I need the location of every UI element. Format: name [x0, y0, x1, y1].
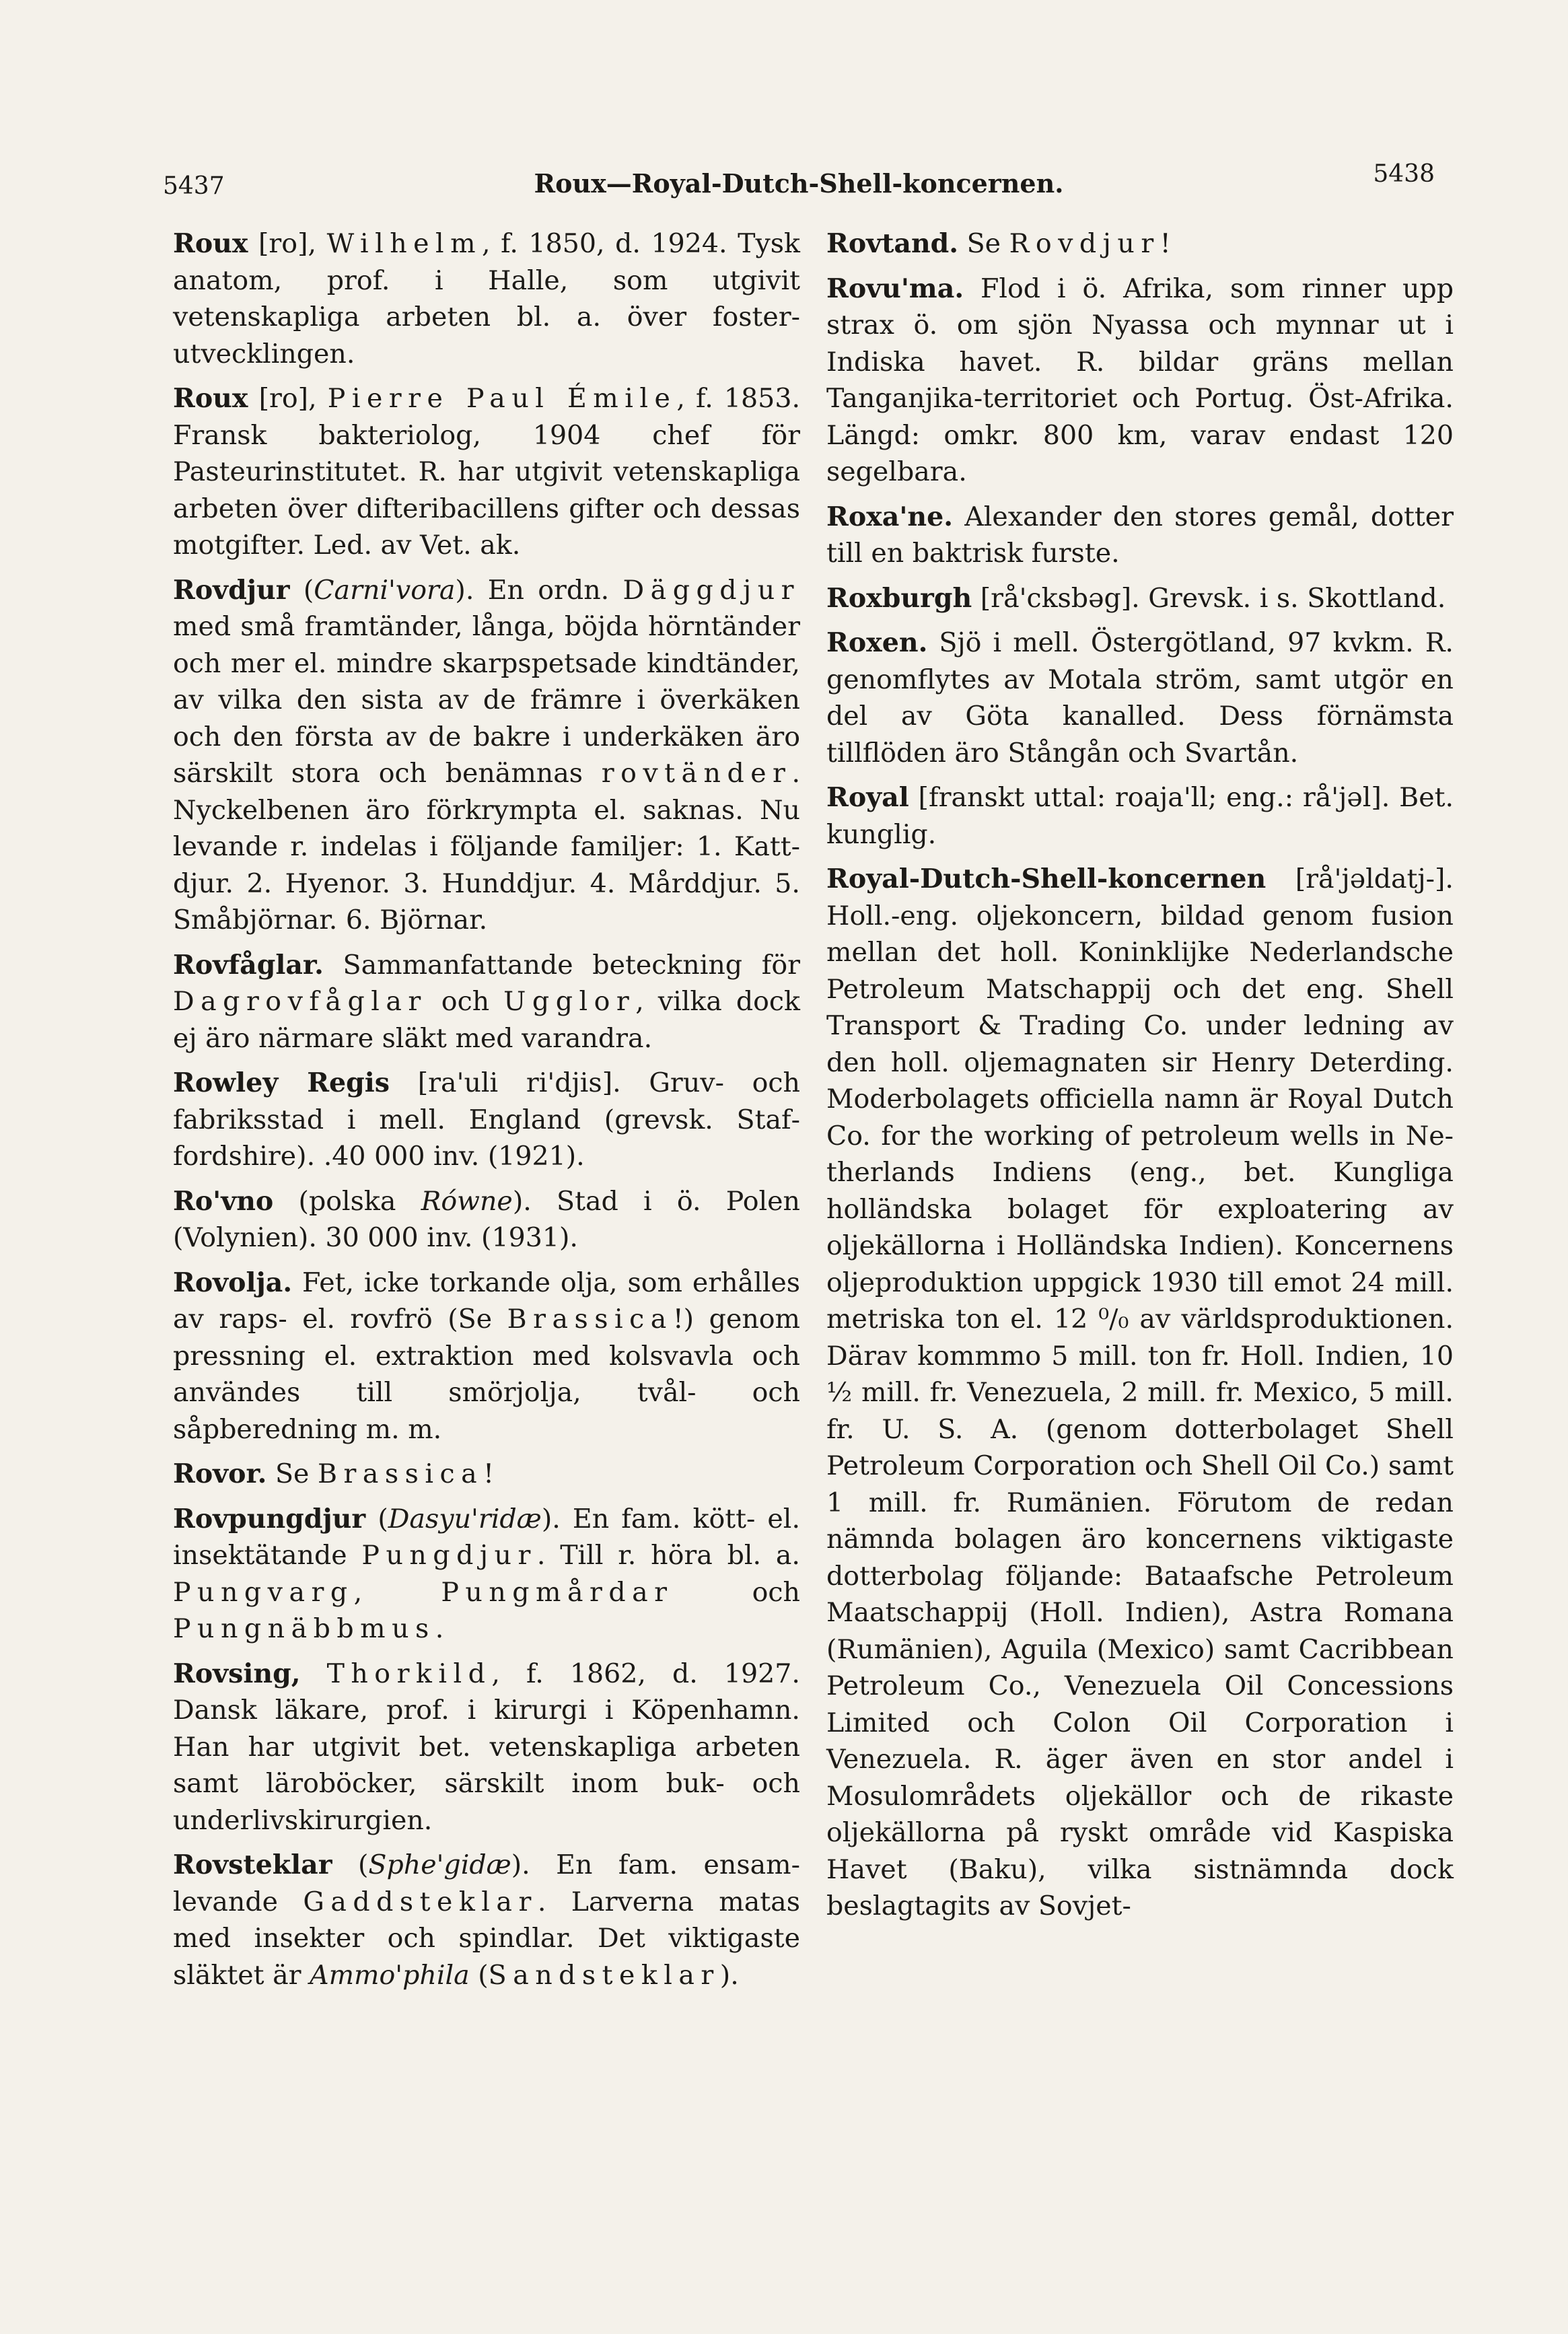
latin-name: Sphe'gidæ — [368, 1849, 511, 1880]
entry-text: ( — [469, 1959, 489, 1991]
spaced-name: Thorkild — [326, 1658, 492, 1689]
entry-text: [rå'jəldatj-]. Holl.-eng. oljekoncern, bildad genom fusion mellan det holl. Koninklijke Nederlandsche Petroleum Matschappij och det eng. Shell Transport & Trading Co. under ledning av den holl. oljemagnaten sir Henry Deterding. Moderbolagets officiella namn är Royal Dutch Co. for the working of petroleum wells in Netherlands Indiens (eng., bet. Kungliga holländska bolaget för exploatering av oljekällorna i Holländska Indien). Koncernens oljeproduktion uppgick 1930 till emot 24 mill. metriska ton el. 12 ⁰/₀ av världsproduktionen. Därav kommmo 5 mill. ton fr. Holl. Indien, 10 ½ mill. fr. Venezuela, 2 mill. fr. Mexico, 5 mill. fr. U. S. A. (genom dotterbolaget Shell Petroleum Corporation och Shell Oil Co.) samt 1 mill. fr. Rumänien. Förutom de redan nämnda bolagen äro koncernens viktigaste dotterbolag följande: Bataafsche Petroleum Maatschappij (Holl. Indien), Astra Romana (Rumänien), Aguila (Mexico) samt Cacribbean Petroleum Co., Venezuela Oil Concessions Limited och Colon Oil Corporation i Venezuela. R. äger även en stor andel i Mosulområdets oljekällor och de rikaste oljekällorna på ryskt område vid Kaspiska Havet (Baku), vilka sistnämnda dock beslagtagits av Sovjet- — [826, 863, 1454, 1921]
entry-text: med små framtänder, långa, böjda hörntänder och mer el. mindre skarpspetsade kindtänder, av vilka den sista av de främre i överkäken och den första av de bakre i underkäken äro särskilt stora och benämnas — [173, 611, 800, 789]
headword: Rovtand. — [826, 228, 959, 259]
entry-rowley-regis — [173, 1065, 800, 1175]
headword: Rovor. — [173, 1458, 267, 1489]
latin-name: Carni'vora — [314, 574, 456, 606]
cross-reference: Pungvarg — [173, 1576, 354, 1608]
latin-name: Równe — [421, 1185, 513, 1217]
entry-text: ). En fam. kött- el. insektätande — [173, 1503, 800, 1571]
cross-reference: Ugglor — [503, 986, 636, 1017]
entry-text: Sjö i mell. Östergötland, 97 kvkm. R. genomflytes av Motala ström, samt utgör en del av Göta kanalled. Dess förnämsta tillflöden äro Stångån och Svartån. — [826, 627, 1454, 769]
entry-text: . — [435, 1613, 444, 1644]
entry-text: ). Stad i ö. Polen (Volynien). 30 000 inv. (1931). — [173, 1185, 800, 1253]
entry-text: och — [427, 986, 504, 1017]
headword: Royal — [826, 782, 909, 813]
entry-rovsing — [173, 1656, 800, 1839]
entry-text: , f. 1850, d. 1924. Tysk anatom, prof. i Halle, som utgivit vetenskapliga arbeten bl. a. över fosterutvecklingen. — [173, 228, 800, 369]
entry-roxane — [826, 499, 1454, 572]
entry-text: [ro], — [248, 228, 327, 259]
entry-text: Se — [958, 228, 1009, 259]
headword: Rovsteklar — [173, 1849, 332, 1880]
entry-text: [ro], — [248, 383, 328, 414]
cross-reference: Pungdjur — [361, 1540, 537, 1571]
cross-reference: Brassica — [317, 1458, 484, 1489]
entry-rovfaglar — [173, 947, 800, 1057]
headword: Rovpungdjur — [173, 1503, 366, 1534]
entry-text: Sammanfattande beteckning för — [323, 949, 800, 981]
entry-text: ). En ordn. — [455, 574, 623, 606]
latin-name: Ammo'phila — [310, 1959, 470, 1991]
entry-text: [ra'uli ri'djis]. Gruv- och fabriksstad i mell. England (grevsk. Staffordshire). .40 000 inv. (1921). — [173, 1067, 800, 1172]
entry-text: Se — [266, 1458, 318, 1489]
entry-text: Flod i ö. Afrika, som rinner upp strax ö. om sjön Nyassa och mynnar ut i Indiska havet. R. bildar gräns mellan Tanganjika-territoriet och Portug. Öst-Afrika. Längd: omkr. 800 km, varav endast 120 segelbara. — [826, 273, 1454, 487]
entry-text: , f. 1853. Fransk bakteriolog, 1904 chef för Pasteurinstitutet. R. har utgivit vetenskapliga arbeten över difteribacillens gifter och dessas motgifter. Led. av Vet. ak. — [173, 383, 800, 561]
page-header — [163, 160, 1435, 201]
entry-roxburgh — [826, 580, 1454, 617]
headword: Rovdjur — [173, 574, 290, 606]
entry-rovno — [173, 1183, 800, 1257]
running-title: Roux—Royal-Dutch-Shell-koncernen. — [534, 168, 1064, 199]
entry-text: , — [353, 1576, 441, 1608]
headword: Rowley Regis — [173, 1067, 390, 1098]
entry-text: Alexander den stores gemål, dotter till en baktrisk furste. — [826, 501, 1454, 569]
entry-text: . Nyckelbenen äro förkrympta el. saknas. Nu levande r. indelas i följande familjer: 1. Kattdjur. 2. Hyenor. 3. Hunddjur. 4. Mårddjur. 5. Småbjörnar. 6. Björnar. — [173, 758, 800, 935]
entry-text: , vilka dock ej äro närmare släkt med varandra. — [173, 986, 800, 1054]
entry-rovuma — [826, 271, 1454, 491]
headword: Roux — [173, 383, 248, 414]
cross-reference: Brassica — [507, 1304, 673, 1335]
entry-text — [300, 1658, 326, 1689]
entry-text: ! — [1160, 228, 1171, 259]
entry-text: . Till r. höra bl. a. — [536, 1540, 800, 1571]
entry-text: ( — [332, 1849, 369, 1880]
headword: Royal-Dutch-Shell-koncernen — [826, 863, 1267, 894]
entry-rovsteklar — [173, 1847, 800, 1993]
latin-name: Dasyu'ridæ — [388, 1503, 542, 1534]
entry-rovdjur — [173, 572, 800, 939]
cross-reference: Pungmårdar — [441, 1576, 674, 1608]
headword: Roux — [173, 228, 248, 259]
page-number-right: 5438 — [1373, 160, 1435, 188]
cross-reference: Sandsteklar — [488, 1959, 720, 1991]
entry-text: [franskt uttal: roaja'll; eng.: rå'jəl]. Bet. kunglig. — [826, 782, 1454, 850]
entry-text: ( — [289, 574, 314, 606]
cross-reference: Pungnäbbmus — [173, 1613, 435, 1644]
entry-text: Fet, icke torkande olja, som erhålles av raps- el. rovfrö (Se — [173, 1267, 800, 1335]
entry-text: ! — [483, 1458, 495, 1489]
entry-text: !) genom pressning el. extraktion med kolsvavla och användes till smörjolja, tvål- och såpberedning m. m. — [173, 1304, 800, 1445]
spaced-name: Pierre Paul Émile — [327, 383, 677, 414]
entry-rovpungdjur — [173, 1501, 800, 1648]
entry-roux-wilhelm — [173, 225, 800, 372]
entry-royal-dutch-shell — [826, 861, 1454, 1925]
entry-text: och — [673, 1576, 800, 1608]
entry-roxen — [826, 625, 1454, 771]
spaced-term: rovtänder — [601, 758, 792, 789]
entry-roux-pierre — [173, 380, 800, 564]
entry-rovolja — [173, 1265, 800, 1448]
entry-text: [rå'cksbəg]. Grevsk. i s. Skottland. — [972, 582, 1446, 614]
entry-text: (polska — [273, 1185, 421, 1217]
entry-rovtand — [826, 225, 1454, 262]
entry-text: ). En fam. ensamlevande — [173, 1849, 801, 1917]
entry-text: ). — [719, 1959, 739, 1991]
spaced-name: Wilhelm — [326, 228, 483, 259]
entry-text: . Larverna matas med insekter och spindlar. Det viktigaste släktet är — [173, 1886, 800, 1991]
headword: Ro'vno — [173, 1185, 274, 1217]
entry-text: , f. 1862, d. 1927. Dansk läkare, prof. i kirurgi i Köpenhamn. Han har utgivit bet. vetenskapliga arbeten samt läroböcker, särskilt inom buk- och underlivskirurgien. — [173, 1658, 800, 1836]
entry-text: ( — [365, 1503, 388, 1534]
cross-reference: Gaddsteklar — [303, 1886, 538, 1917]
cross-reference: Rovdjur — [1009, 228, 1160, 259]
right-column — [826, 225, 1454, 1933]
headword: Rovolja. — [173, 1267, 293, 1298]
headword: Rovsing, — [173, 1658, 301, 1689]
page-number-left: 5437 — [163, 172, 225, 200]
left-column — [173, 225, 800, 2002]
headword: Rovfåglar. — [173, 949, 324, 981]
cross-reference: Dagrovfåglar — [173, 986, 427, 1017]
cross-reference: Däggdjur — [622, 574, 800, 606]
headword: Roxburgh — [826, 582, 972, 614]
headword: Rovu'ma. — [826, 273, 964, 304]
entry-royal — [826, 779, 1454, 853]
headword: Roxa'ne. — [826, 501, 954, 532]
headword: Roxen. — [826, 627, 928, 658]
entry-rovor — [173, 1456, 800, 1493]
